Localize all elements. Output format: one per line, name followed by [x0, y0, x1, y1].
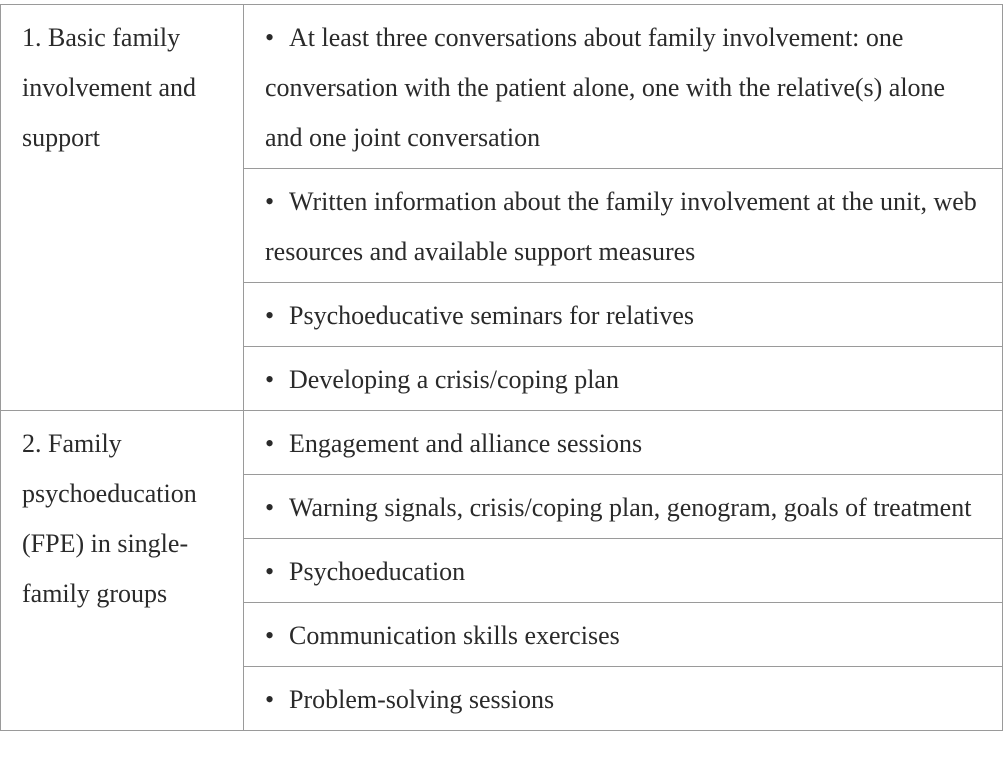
item-text: Engagement and alliance sessions: [289, 429, 643, 458]
category-cell-family-psychoeducation: 2. Family psychoeducation (FPE) in single-family groups: [1, 411, 244, 731]
intervention-table: [0, 4, 1003, 731]
item-cell: [244, 169, 1003, 283]
bullet-icon: •: [265, 429, 275, 458]
item-cell: [244, 539, 1003, 603]
item-text: Communication skills exercises: [289, 621, 620, 650]
table-row: [1, 411, 1003, 475]
item-text: Psychoeducation: [289, 557, 466, 586]
table-row: [1, 5, 1003, 169]
item-text: Developing a crisis/coping plan: [289, 365, 619, 394]
item-text: At least three conversations about family involvement: one conversation with the patient alone, one with the relative(s) alone and one joint conversation: [265, 23, 946, 152]
item-text: Warning signals, crisis/coping plan, genogram, goals of treatment: [289, 493, 972, 522]
item-cell: [244, 603, 1003, 667]
item-cell: [244, 283, 1003, 347]
item-text: Psychoeducative seminars for relatives: [289, 301, 695, 330]
item-cell: [244, 347, 1003, 411]
item-text: Written information about the family involvement at the unit, web resources and available support measures: [265, 187, 977, 266]
bullet-icon: •: [265, 187, 275, 216]
category-cell-basic-family-involvement: 1. Basic family involvement and support: [1, 5, 244, 411]
item-cell: [244, 411, 1003, 475]
bullet-icon: •: [265, 493, 275, 522]
bullet-icon: •: [265, 365, 275, 394]
bullet-icon: •: [265, 301, 275, 330]
item-text: Problem-solving sessions: [289, 685, 555, 714]
item-cell: [244, 667, 1003, 731]
bullet-icon: •: [265, 685, 275, 714]
item-cell: [244, 475, 1003, 539]
bullet-icon: •: [265, 557, 275, 586]
bullet-icon: •: [265, 23, 275, 52]
bullet-icon: •: [265, 621, 275, 650]
item-cell: [244, 5, 1003, 169]
intervention-table-container: [0, 4, 1002, 731]
